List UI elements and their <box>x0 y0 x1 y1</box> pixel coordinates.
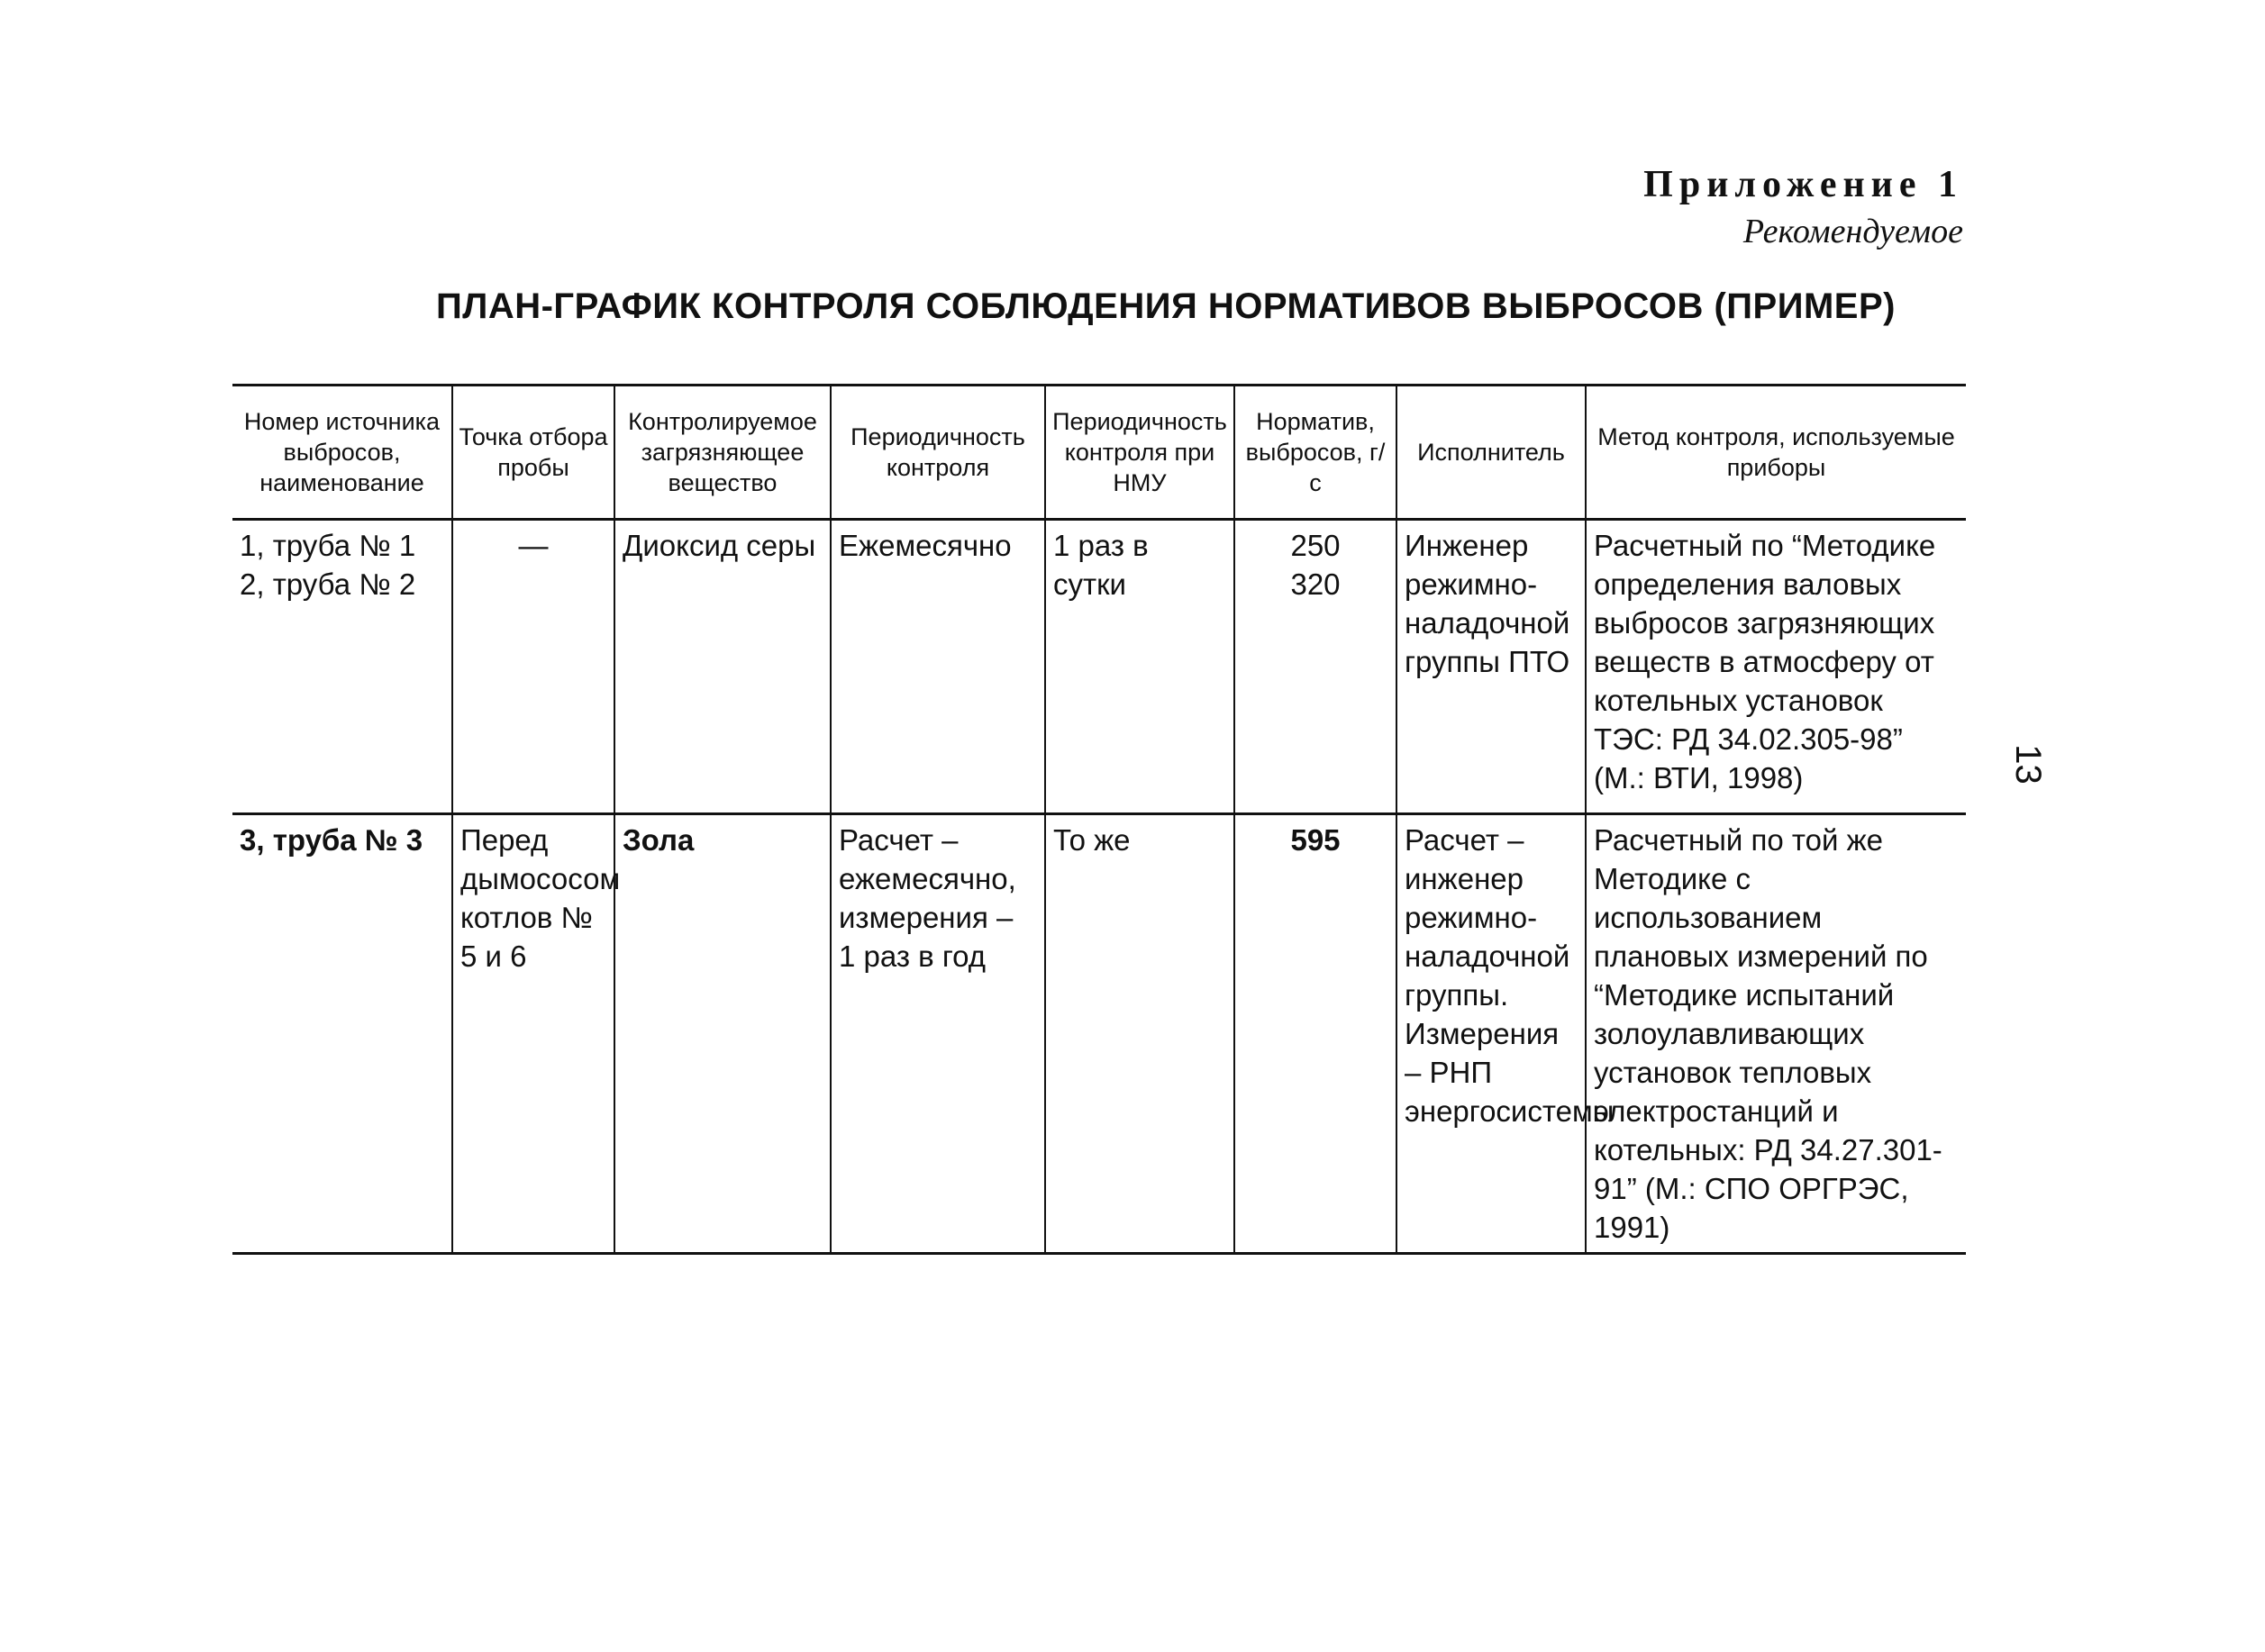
header-sampling-point: Точка отбора пробы <box>452 386 614 520</box>
appendix-heading <box>1643 160 1963 254</box>
cell-substance: Диоксид серы <box>614 520 831 814</box>
cell-method: Расчетный по той же Методике с использованием плановых измерений по “Методике испытаний золоулавливающих установок тепловых электростанций и котельных: РД 34.27.301-91” (М.: СПО ОРГРЭС, 1991) <box>1586 814 1966 1254</box>
cell-method: Расчетный по “Методике определения валовых выбросов загрязняющих веществ в атмосферу от котельных установок ТЭС: РД 34.02.305-98” (М.: ВТИ, 1998) <box>1586 520 1966 814</box>
cell-substance: Зола <box>614 814 831 1254</box>
header-executor: Исполнитель <box>1396 386 1586 520</box>
cell-norm: 595 <box>1234 814 1396 1254</box>
document-title: ПЛАН-ГРАФИК КОНТРОЛЯ СОБЛЮДЕНИЯ НОРМАТИВОВ ВЫБРОСОВ (ПРИМЕР) <box>436 286 1896 326</box>
cell-source: 3, труба № 3 <box>232 814 452 1254</box>
cell-periodicity: Расчет – ежемесячно, измерения – 1 раз в год <box>831 814 1045 1254</box>
cell-periodicity: Ежемесячно <box>831 520 1045 814</box>
appendix-status: Рекомендуемое <box>1742 213 1963 250</box>
cell-periodicity-nmu: 1 раз в сутки <box>1045 520 1234 814</box>
table-header-row <box>232 386 1966 520</box>
header-norm: Норматив, выбросов, г/с <box>1234 386 1396 520</box>
cell-sampling-point: — <box>452 520 614 814</box>
table-row <box>232 520 1966 814</box>
cell-executor: Расчет – инженер режимно-наладочной группы. Измерения – РНП энергосистемы <box>1396 814 1586 1254</box>
appendix-label: Приложение 1 <box>1643 164 1963 205</box>
header-periodicity-nmu: Периодичность контроля при НМУ <box>1045 386 1234 520</box>
control-plan-table <box>232 384 1966 1255</box>
cell-norm: 250 320 <box>1234 520 1396 814</box>
header-periodicity: Периодичность контроля <box>831 386 1045 520</box>
cell-source: 1, труба № 1 2, труба № 2 <box>232 520 452 814</box>
header-method: Метод контроля, используемые приборы <box>1586 386 1966 520</box>
table-row <box>232 814 1966 1254</box>
cell-sampling-point: Перед дымососом котлов № 5 и 6 <box>452 814 614 1254</box>
header-source: Номер источника выбросов, наименование <box>232 386 452 520</box>
header-substance: Контролируемое загрязняющее вещество <box>614 386 831 520</box>
cell-executor: Инженер режимно-наладочной группы ПТО <box>1396 520 1586 814</box>
cell-periodicity-nmu: То же <box>1045 814 1234 1254</box>
page-number: 13 <box>2007 744 2048 785</box>
